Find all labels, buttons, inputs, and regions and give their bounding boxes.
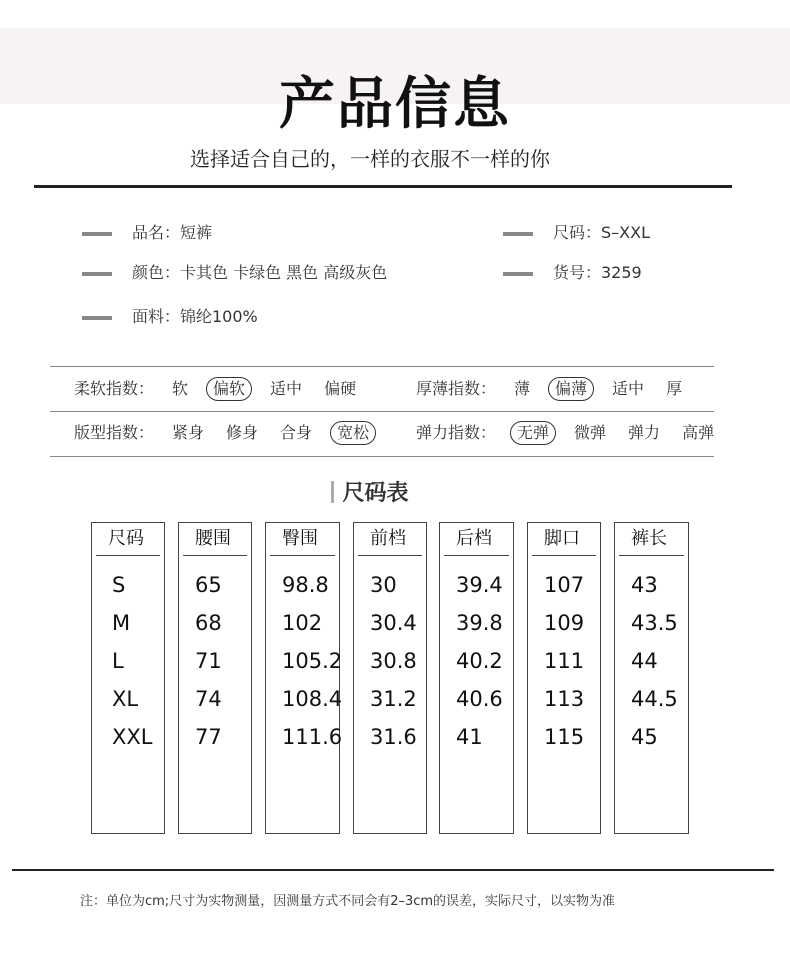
index-option-selected: 偏软 [206, 377, 252, 401]
table-cell: 77 [195, 725, 222, 749]
table-cell: 40.6 [456, 687, 503, 711]
info-fabric-text: 面料：锦纶100% [132, 307, 258, 326]
info-color-text: 颜色：卡其色 卡绿色 黑色 高级灰色 [132, 263, 388, 282]
index-softness [74, 376, 374, 402]
size-column [178, 522, 252, 834]
column-cells [528, 556, 600, 756]
table-cell: 39.4 [456, 573, 503, 597]
index-label: 厚薄指数： [416, 379, 497, 398]
index-option: 紧身 [172, 423, 205, 442]
index-option: 合身 [280, 423, 313, 442]
table-cell: L [112, 649, 124, 673]
info-size-text: 尺码：S–XXL [553, 223, 650, 242]
table-cell: 71 [195, 649, 222, 673]
index-option: 厚 [666, 379, 683, 398]
info-fabric [82, 306, 258, 328]
table-cell: 109 [544, 611, 585, 635]
title-bar-icon [331, 481, 334, 503]
column-cells [266, 556, 343, 756]
footnote: 注：单位为cm;尺寸为实物测量，因测量方式不同会有2–3cm的误差，实际尺寸，以实物为准 [80, 894, 616, 909]
column-header: 前档 [358, 523, 422, 556]
column-cells [440, 556, 513, 756]
dash-icon [82, 316, 112, 320]
table-cell: 45 [631, 725, 658, 749]
dash-icon [82, 232, 112, 236]
info-item-no [503, 262, 642, 284]
column-header: 腰围 [183, 523, 247, 556]
size-column [353, 522, 427, 834]
index-option: 薄 [514, 379, 531, 398]
table-cell: 68 [195, 611, 222, 635]
index-option: 适中 [270, 379, 303, 398]
size-column [527, 522, 601, 834]
table-cell: XL [112, 687, 139, 711]
index-label: 版型指数： [74, 423, 155, 442]
column-header: 后档 [444, 523, 509, 556]
size-column [439, 522, 514, 834]
table-cell: 115 [544, 725, 585, 749]
page-subtitle: 选择适合自己的，一样的衣服不一样的你 [190, 147, 550, 171]
index-option-selected: 无弹 [510, 421, 556, 445]
index-fit [74, 420, 390, 446]
table-cell: 107 [544, 573, 585, 597]
index-option: 弹力 [628, 423, 661, 442]
index-divider [50, 456, 714, 457]
index-divider [50, 366, 714, 367]
top-divider [34, 185, 732, 188]
index-thickness [416, 376, 700, 402]
column-cells [615, 556, 688, 756]
size-column [265, 522, 343, 834]
column-header: 裤长 [619, 523, 684, 556]
info-color [82, 262, 387, 284]
table-cell: 44.5 [631, 687, 678, 711]
table-cell: 30 [370, 573, 397, 597]
table-cell: 65 [195, 573, 222, 597]
index-option: 偏硬 [324, 379, 357, 398]
table-cell: 40.2 [456, 649, 503, 673]
dash-icon [503, 232, 533, 236]
table-cell: 74 [195, 687, 222, 711]
table-cell: 39.8 [456, 611, 503, 635]
column-cells [92, 556, 164, 756]
table-cell: 102 [282, 611, 323, 635]
table-cell: 111.6 [282, 725, 343, 749]
size-table-title [0, 476, 740, 507]
table-cell: 43 [631, 573, 658, 597]
table-cell: 41 [456, 725, 483, 749]
column-header: 臀围 [270, 523, 335, 556]
index-stretch [416, 420, 732, 446]
index-option-selected: 偏薄 [548, 377, 594, 401]
table-cell: XXL [112, 725, 153, 749]
column-header: 脚口 [532, 523, 596, 556]
bottom-divider [12, 869, 774, 871]
index-label: 弹力指数： [416, 423, 497, 442]
index-option: 高弹 [682, 423, 715, 442]
info-size [503, 222, 650, 244]
info-name [82, 222, 212, 244]
index-option-selected: 宽松 [330, 421, 376, 445]
column-header: 尺码 [96, 523, 160, 556]
dash-icon [82, 272, 112, 276]
table-cell: 98.8 [282, 573, 329, 597]
index-option: 适中 [612, 379, 645, 398]
dash-icon [503, 272, 533, 276]
table-cell: 105.2 [282, 649, 343, 673]
table-cell: 108.4 [282, 687, 343, 711]
size-table-title-text: 尺码表 [342, 481, 409, 506]
size-column [91, 522, 165, 834]
index-label: 柔软指数： [74, 379, 155, 398]
table-cell: 111 [544, 649, 585, 673]
size-column [614, 522, 689, 834]
table-cell: S [112, 573, 126, 597]
index-option: 修身 [226, 423, 259, 442]
index-option: 微弹 [574, 423, 607, 442]
table-cell: 43.5 [631, 611, 678, 635]
column-cells [354, 556, 426, 756]
table-cell: 30.8 [370, 649, 417, 673]
column-cells [179, 556, 251, 756]
table-cell: M [112, 611, 131, 635]
index-divider [50, 411, 714, 412]
page-title: 产品信息 [279, 72, 511, 137]
table-cell: 30.4 [370, 611, 417, 635]
info-name-text: 品名：短裤 [132, 223, 213, 242]
index-option: 软 [172, 379, 189, 398]
table-cell: 44 [631, 649, 658, 673]
info-item-no-text: 货号：3259 [553, 263, 642, 282]
table-cell: 31.2 [370, 687, 417, 711]
table-cell: 31.6 [370, 725, 417, 749]
table-cell: 113 [544, 687, 585, 711]
